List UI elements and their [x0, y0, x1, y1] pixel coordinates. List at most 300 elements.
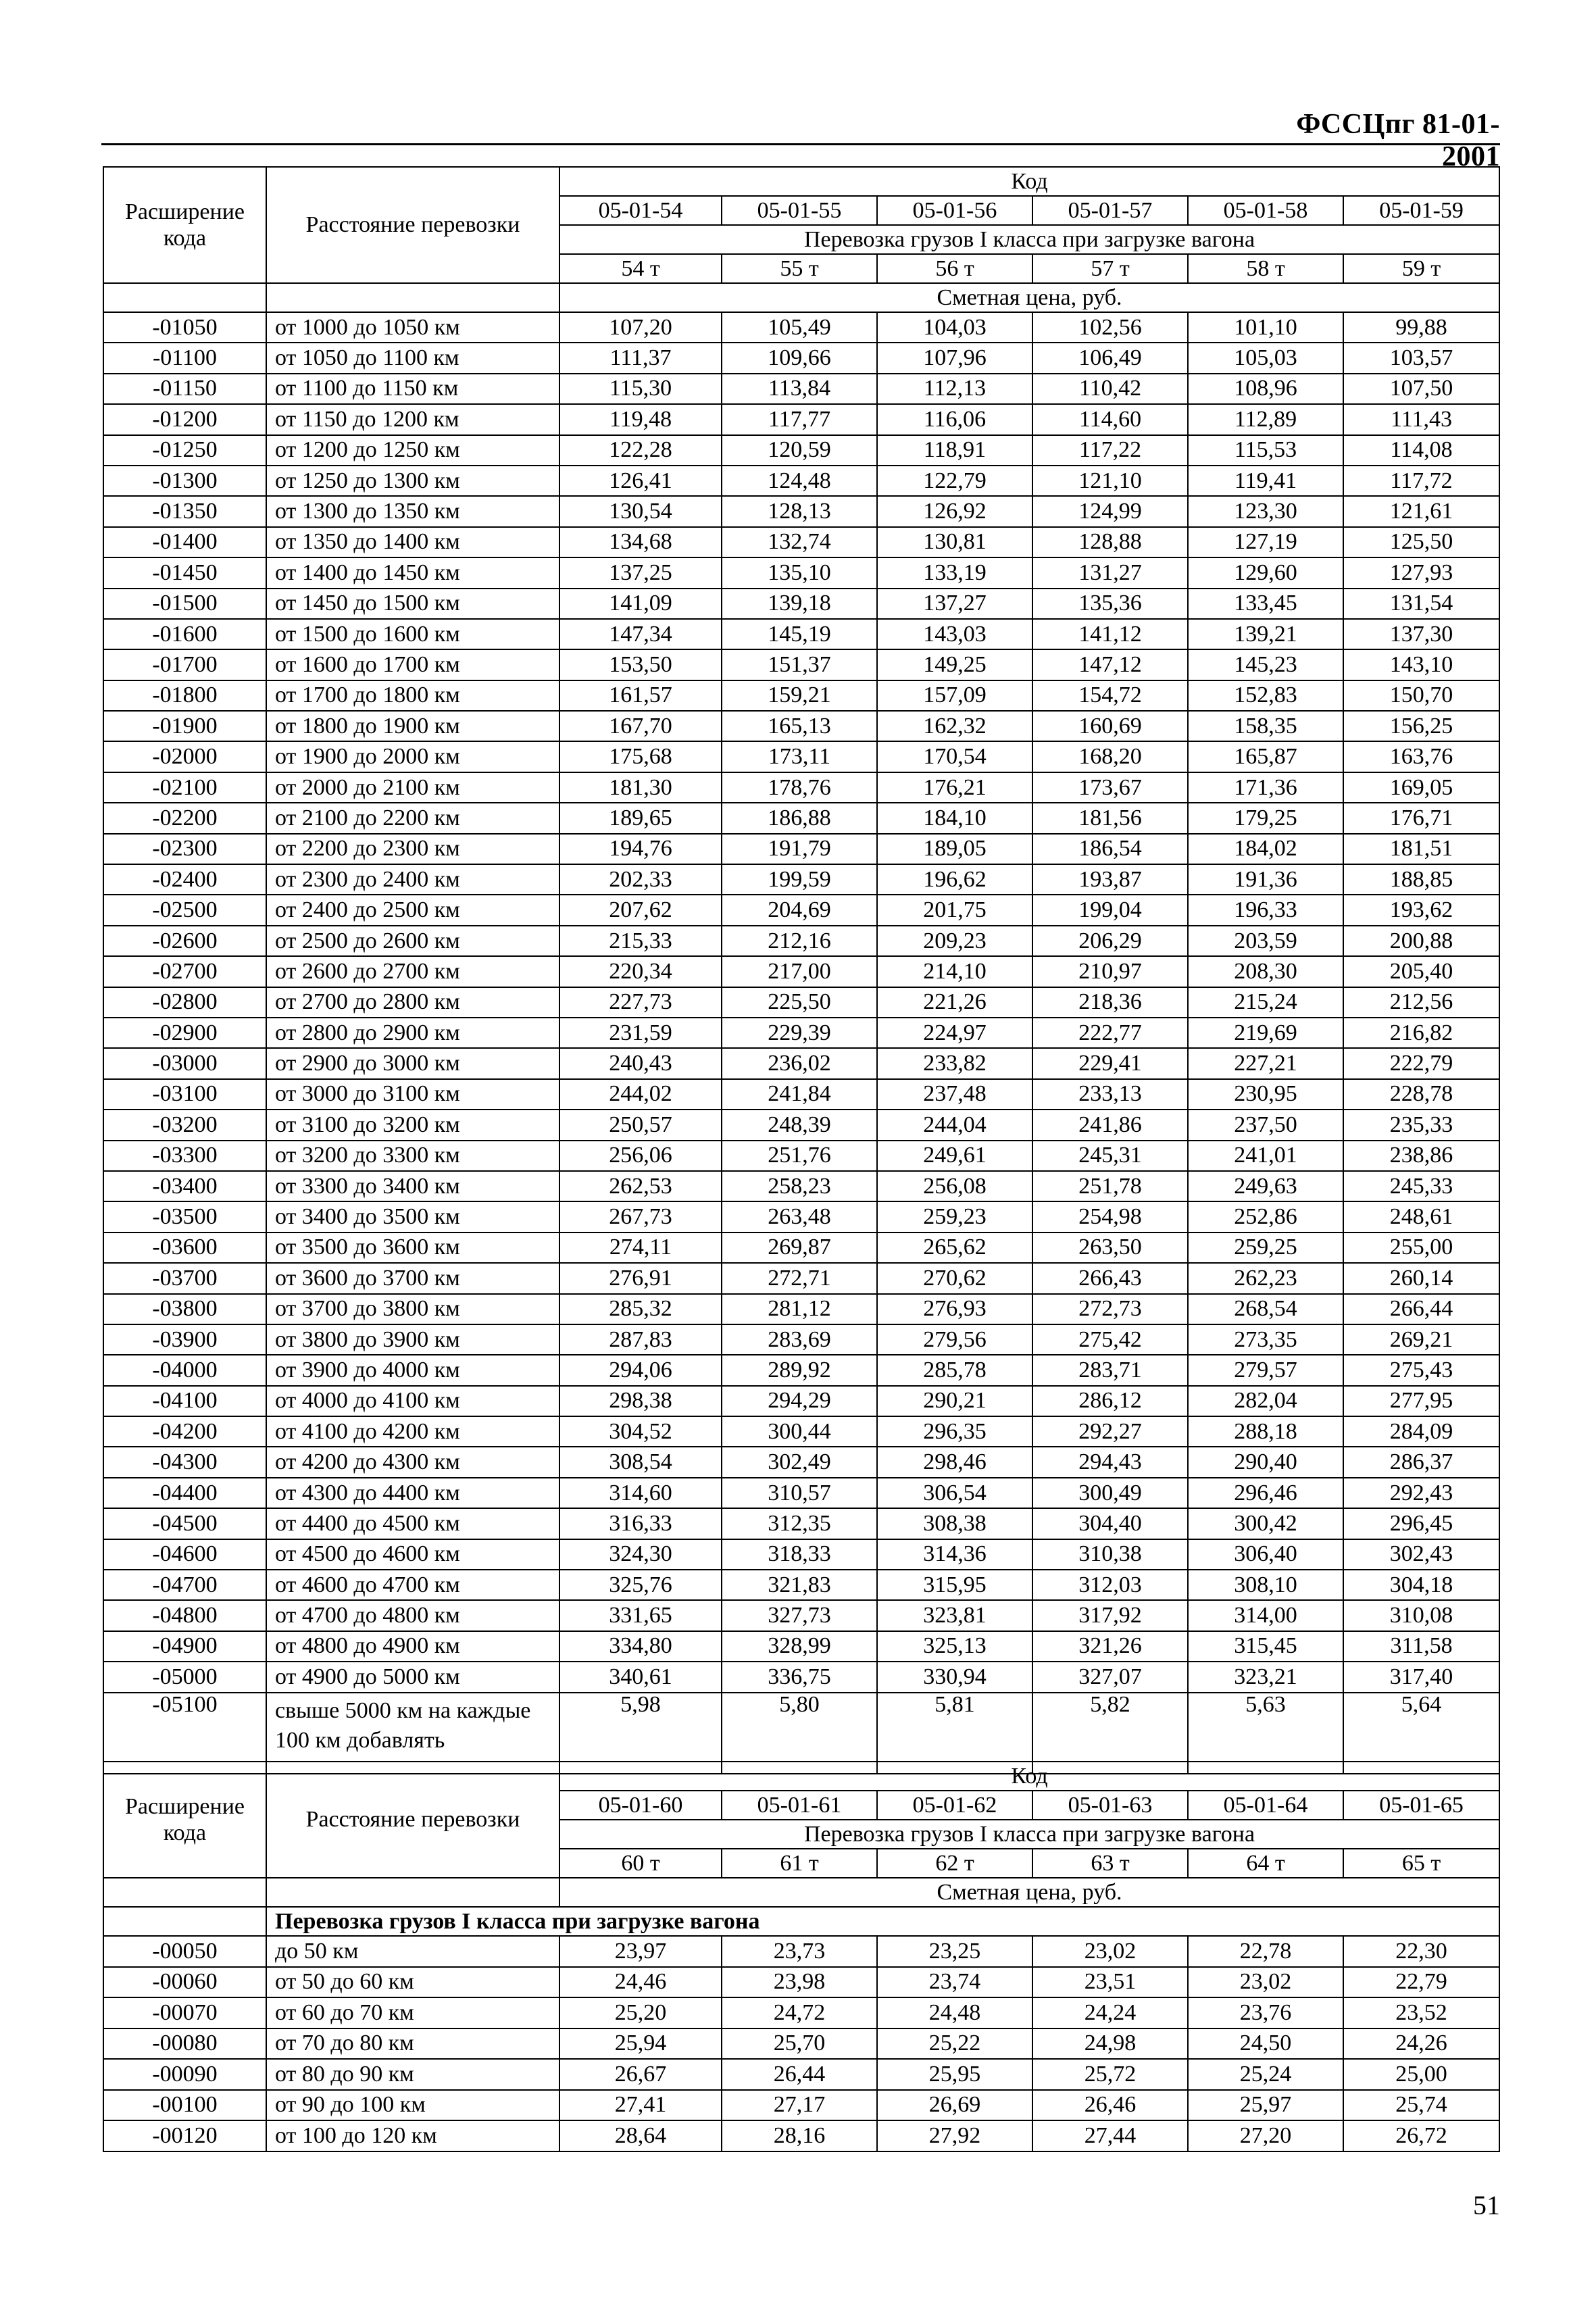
price-cell: 26,44	[722, 2059, 877, 2090]
price-cell: 317,92	[1032, 1600, 1188, 1631]
table-row	[103, 1233, 1499, 1263]
price-cell: 25,95	[877, 2059, 1032, 2090]
price-cell: 289,92	[722, 1355, 877, 1385]
code-extension-cell: -02000	[103, 741, 266, 772]
price-cell: 104,03	[877, 312, 1032, 343]
distance-cell: от 4900 до 5000 км	[266, 1662, 559, 1692]
code-column-header: 05-01-56	[877, 196, 1032, 225]
price-cell: 275,42	[1032, 1324, 1188, 1355]
price-cell: 209,23	[877, 926, 1032, 956]
price-cell: 109,66	[722, 343, 877, 373]
distance-cell: от 2800 до 2900 км	[266, 1018, 559, 1048]
price-cell: 296,35	[877, 1416, 1032, 1447]
code-extension-cell: -04100	[103, 1386, 266, 1416]
price-cell: 324,30	[559, 1539, 722, 1570]
table-row	[103, 1018, 1499, 1048]
price-cell: 258,23	[722, 1171, 877, 1201]
distance-cell: от 100 до 120 км	[266, 2120, 559, 2151]
price-cell: 193,87	[1032, 864, 1188, 895]
table-row	[103, 1997, 1499, 2028]
ext-code-header: Расширение кода	[103, 1762, 266, 1878]
price-cell: 267,73	[559, 1201, 722, 1232]
table-row	[103, 680, 1499, 711]
price-cell: 22,78	[1188, 1936, 1343, 1967]
table-row	[103, 2059, 1499, 2090]
price-cell: 145,19	[722, 619, 877, 649]
distance-cell: от 4100 до 4200 км	[266, 1416, 559, 1447]
price-cell: 225,50	[722, 987, 877, 1018]
price-cell: 23,74	[877, 1967, 1032, 1998]
section-row	[103, 1907, 1499, 1936]
price-cell: 123,30	[1188, 496, 1343, 526]
price-cell: 117,77	[722, 404, 877, 434]
price-cell: 286,12	[1032, 1386, 1188, 1416]
price-cell: 175,68	[559, 741, 722, 772]
table-row	[103, 1294, 1499, 1324]
code-extension-cell: -04000	[103, 1355, 266, 1385]
price-cell: 107,20	[559, 312, 722, 343]
price-cell: 103,57	[1343, 343, 1499, 373]
price-cell: 227,73	[559, 987, 722, 1018]
price-cell: 179,25	[1188, 803, 1343, 833]
price-cell: 259,25	[1188, 1233, 1343, 1263]
code-extension-cell: -02100	[103, 772, 266, 803]
price-cell: 276,93	[877, 1294, 1032, 1324]
price-cell: 327,07	[1032, 1662, 1188, 1692]
table-row	[103, 1508, 1499, 1539]
distance-cell: от 1450 до 1500 км	[266, 589, 559, 619]
code-column-header: 05-01-55	[722, 196, 877, 225]
table-row	[103, 1631, 1499, 1662]
price-cell: 251,78	[1032, 1171, 1188, 1201]
distance-cell: от 1250 до 1300 км	[266, 466, 559, 496]
price-cell: 244,04	[877, 1110, 1032, 1140]
price-cell: 325,13	[877, 1631, 1032, 1662]
price-cell: 105,03	[1188, 343, 1343, 373]
price-cell: 25,72	[1032, 2059, 1188, 2090]
price-cell: 23,25	[877, 1936, 1032, 1967]
table-row	[103, 711, 1499, 741]
price-cell: 127,93	[1343, 557, 1499, 588]
price-cell: 217,00	[722, 956, 877, 987]
distance-cell: от 1700 до 1800 км	[266, 680, 559, 711]
price-cell: 128,88	[1032, 527, 1188, 557]
price-cell: 300,44	[722, 1416, 877, 1447]
distance-cell: от 4500 до 4600 км	[266, 1539, 559, 1570]
distance-cell: от 3400 до 3500 км	[266, 1201, 559, 1232]
price-cell: 135,10	[722, 557, 877, 588]
table-row	[103, 649, 1499, 680]
price-cell: 23,51	[1032, 1967, 1188, 1998]
distance-cell: от 2700 до 2800 км	[266, 987, 559, 1018]
price-cell: 121,10	[1032, 466, 1188, 496]
price-cell: 141,09	[559, 589, 722, 619]
price-cell: 314,00	[1188, 1600, 1343, 1631]
table-row	[103, 834, 1499, 864]
price-cell: 298,46	[877, 1447, 1032, 1477]
price-cell: 26,72	[1343, 2120, 1499, 2151]
price-cell: 25,20	[559, 1997, 722, 2028]
distance-cell: от 2500 до 2600 км	[266, 926, 559, 956]
distance-cell: от 3900 до 4000 км	[266, 1355, 559, 1385]
price-cell: 330,94	[877, 1662, 1032, 1692]
distance-cell: от 1400 до 1450 км	[266, 557, 559, 588]
code-extension-cell: -01150	[103, 374, 266, 404]
table-row	[103, 404, 1499, 434]
price-cell: 161,57	[559, 680, 722, 711]
price-cell: 24,26	[1343, 2028, 1499, 2060]
price-cell: 294,06	[559, 1355, 722, 1385]
price-cell: 24,24	[1032, 1997, 1188, 2028]
price-cell: 27,44	[1032, 2120, 1188, 2151]
price-cell: 287,83	[559, 1324, 722, 1355]
table-row	[103, 619, 1499, 649]
distance-cell: от 2400 до 2500 км	[266, 895, 559, 925]
code-extension-cell: -03700	[103, 1263, 266, 1293]
code-extension-cell: -00050	[103, 1936, 266, 1967]
code-extension-cell: -02600	[103, 926, 266, 956]
price-cell: 5,80	[722, 1693, 877, 1774]
price-cell: 233,13	[1032, 1079, 1188, 1110]
price-table-2	[103, 1761, 1500, 2152]
price-cell: 318,33	[722, 1539, 877, 1570]
price-cell: 165,13	[722, 711, 877, 741]
price-cell: 215,33	[559, 926, 722, 956]
price-cell: 206,29	[1032, 926, 1188, 956]
code-extension-cell: -02800	[103, 987, 266, 1018]
price-cell: 288,18	[1188, 1416, 1343, 1447]
price-cell: 189,65	[559, 803, 722, 833]
price-cell: 137,30	[1343, 619, 1499, 649]
price-cell: 143,10	[1343, 649, 1499, 680]
price-cell: 317,40	[1343, 1662, 1499, 1692]
price-cell: 5,82	[1032, 1693, 1188, 1774]
price-cell: 171,36	[1188, 772, 1343, 803]
price-cell: 233,82	[877, 1048, 1032, 1078]
distance-cell: от 4800 до 4900 км	[266, 1631, 559, 1662]
price-cell: 112,89	[1188, 404, 1343, 434]
price-cell: 207,62	[559, 895, 722, 925]
price-table-1	[103, 166, 1500, 1774]
price-cell: 263,48	[722, 1201, 877, 1232]
price-cell: 23,02	[1032, 1936, 1188, 1967]
price-cell: 259,23	[877, 1201, 1032, 1232]
price-cell: 263,50	[1032, 1233, 1188, 1263]
distance-cell: свыше 5000 км на каждые 100 км добавлять	[266, 1693, 559, 1774]
section-title: Перевозка грузов I класса при загрузке вагона	[266, 1907, 1499, 1936]
price-cell: 26,67	[559, 2059, 722, 2090]
price-cell: 115,53	[1188, 435, 1343, 466]
price-cell: 157,09	[877, 680, 1032, 711]
price-cell: 137,25	[559, 557, 722, 588]
price-cell: 285,32	[559, 1294, 722, 1324]
table-row	[103, 1048, 1499, 1078]
price-cell: 165,87	[1188, 741, 1343, 772]
distance-cell: от 70 до 80 км	[266, 2028, 559, 2060]
price-cell: 184,02	[1188, 834, 1343, 864]
price-cell: 5,64	[1343, 1693, 1499, 1774]
price-cell: 115,30	[559, 374, 722, 404]
price-cell: 117,72	[1343, 466, 1499, 496]
price-cell: 128,13	[722, 496, 877, 526]
code-extension-cell: -03400	[103, 1171, 266, 1201]
empty-cell	[266, 283, 559, 312]
load-column-header: 58 т	[1188, 254, 1343, 283]
empty-cell	[103, 283, 266, 312]
price-cell: 265,62	[877, 1233, 1032, 1263]
table-row	[103, 803, 1499, 833]
table-row	[103, 435, 1499, 466]
distance-cell: от 3800 до 3900 км	[266, 1324, 559, 1355]
price-cell: 294,43	[1032, 1447, 1188, 1477]
price-cell: 210,97	[1032, 956, 1188, 987]
price-cell: 331,65	[559, 1600, 722, 1631]
price-cell: 162,32	[877, 711, 1032, 741]
distance-cell: от 2300 до 2400 км	[266, 864, 559, 895]
code-extension-cell: -02700	[103, 956, 266, 987]
price-cell: 133,19	[877, 557, 1032, 588]
price-cell: 306,40	[1188, 1539, 1343, 1570]
distance-header: Расстояние перевозки	[266, 1762, 559, 1878]
code-extension-cell: -00070	[103, 1997, 266, 2028]
price-cell: 310,08	[1343, 1600, 1499, 1631]
price-cell: 306,54	[877, 1478, 1032, 1508]
code-extension-cell: -03100	[103, 1079, 266, 1110]
price-cell: 199,59	[722, 864, 877, 895]
distance-cell: от 3500 до 3600 км	[266, 1233, 559, 1263]
distance-cell: от 50 до 60 км	[266, 1967, 559, 1998]
price-cell: 139,18	[722, 589, 877, 619]
price-cell: 340,61	[559, 1662, 722, 1692]
price-cell: 228,78	[1343, 1079, 1499, 1110]
price-cell: 27,17	[722, 2090, 877, 2121]
table-row	[103, 741, 1499, 772]
table-row	[103, 895, 1499, 925]
price-cell: 126,41	[559, 466, 722, 496]
price-header: Сметная цена, руб.	[559, 1878, 1499, 1907]
price-cell: 219,69	[1188, 1018, 1343, 1048]
distance-cell: от 2900 до 3000 км	[266, 1048, 559, 1078]
price-cell: 241,84	[722, 1079, 877, 1110]
code-extension-cell: -01400	[103, 527, 266, 557]
price-cell: 314,36	[877, 1539, 1032, 1570]
table-row	[103, 312, 1499, 343]
price-cell: 108,96	[1188, 374, 1343, 404]
price-cell: 173,11	[722, 741, 877, 772]
price-cell: 159,21	[722, 680, 877, 711]
price-cell: 24,46	[559, 1967, 722, 1998]
price-cell: 311,58	[1343, 1631, 1499, 1662]
table-row	[103, 2090, 1499, 2121]
price-cell: 122,28	[559, 435, 722, 466]
table-row	[103, 374, 1499, 404]
table-row	[103, 2028, 1499, 2060]
table-row	[103, 1324, 1499, 1355]
price-cell: 283,69	[722, 1324, 877, 1355]
code-extension-cell: -01050	[103, 312, 266, 343]
price-cell: 131,54	[1343, 589, 1499, 619]
price-cell: 25,00	[1343, 2059, 1499, 2090]
price-cell: 5,63	[1188, 1693, 1343, 1774]
cargo-header: Перевозка грузов I класса при загрузке вагона	[559, 225, 1499, 254]
price-cell: 292,43	[1343, 1478, 1499, 1508]
price-cell: 153,50	[559, 649, 722, 680]
load-column-header: 61 т	[722, 1849, 877, 1878]
price-cell: 196,62	[877, 864, 1032, 895]
price-cell: 255,00	[1343, 1233, 1499, 1263]
price-cell: 221,26	[877, 987, 1032, 1018]
table-row	[103, 1447, 1499, 1477]
price-cell: 194,76	[559, 834, 722, 864]
price-cell: 230,95	[1188, 1079, 1343, 1110]
code-column-header: 05-01-64	[1188, 1791, 1343, 1820]
price-cell: 199,04	[1032, 895, 1188, 925]
price-cell: 312,03	[1032, 1570, 1188, 1600]
price-cell: 290,21	[877, 1386, 1032, 1416]
price-cell: 302,43	[1343, 1539, 1499, 1570]
price-cell: 237,48	[877, 1079, 1032, 1110]
price-cell: 101,10	[1188, 312, 1343, 343]
load-column-header: 57 т	[1032, 254, 1188, 283]
price-cell: 23,02	[1188, 1967, 1343, 1998]
code-extension-cell: -02500	[103, 895, 266, 925]
price-cell: 178,76	[722, 772, 877, 803]
code-extension-cell: -04500	[103, 1508, 266, 1539]
code-header: Код	[559, 167, 1499, 196]
price-cell: 134,68	[559, 527, 722, 557]
price-cell: 250,57	[559, 1110, 722, 1140]
price-cell: 102,56	[1032, 312, 1188, 343]
distance-cell: от 60 до 70 км	[266, 1997, 559, 2028]
price-cell: 240,43	[559, 1048, 722, 1078]
price-cell: 304,52	[559, 1416, 722, 1447]
price-cell: 143,03	[877, 619, 1032, 649]
table-row	[103, 956, 1499, 987]
price-cell: 25,94	[559, 2028, 722, 2060]
price-cell: 229,41	[1032, 1048, 1188, 1078]
code-extension-cell: -01700	[103, 649, 266, 680]
price-cell: 302,49	[722, 1447, 877, 1477]
code-extension-cell: -04300	[103, 1447, 266, 1477]
price-cell: 269,21	[1343, 1324, 1499, 1355]
price-cell: 118,91	[877, 435, 1032, 466]
distance-cell: от 4400 до 4500 км	[266, 1508, 559, 1539]
price-cell: 151,37	[722, 649, 877, 680]
price-cell: 208,30	[1188, 956, 1343, 987]
price-cell: 26,69	[877, 2090, 1032, 2121]
distance-cell: от 3300 до 3400 км	[266, 1171, 559, 1201]
table-row	[103, 1355, 1499, 1385]
price-cell: 139,21	[1188, 619, 1343, 649]
code-column-header: 05-01-54	[559, 196, 722, 225]
price-cell: 186,88	[722, 803, 877, 833]
price-cell: 229,39	[722, 1018, 877, 1048]
distance-cell: от 3100 до 3200 км	[266, 1110, 559, 1140]
code-column-header: 05-01-63	[1032, 1791, 1188, 1820]
price-cell: 296,46	[1188, 1478, 1343, 1508]
code-extension-cell: -00060	[103, 1967, 266, 1998]
price-cell: 150,70	[1343, 680, 1499, 711]
price-cell: 256,06	[559, 1141, 722, 1171]
distance-cell: от 3000 до 3100 км	[266, 1079, 559, 1110]
price-cell: 222,77	[1032, 1018, 1188, 1048]
code-extension-cell: -05100	[103, 1693, 266, 1774]
price-cell: 294,29	[722, 1386, 877, 1416]
price-cell: 181,51	[1343, 834, 1499, 864]
price-cell: 25,97	[1188, 2090, 1343, 2121]
price-cell: 23,52	[1343, 1997, 1499, 2028]
price-cell: 25,70	[722, 2028, 877, 2060]
code-extension-cell: -02900	[103, 1018, 266, 1048]
load-column-header: 60 т	[559, 1849, 722, 1878]
table-row	[103, 1171, 1499, 1201]
price-cell: 252,86	[1188, 1201, 1343, 1232]
table-row	[103, 1079, 1499, 1110]
price-cell: 184,10	[877, 803, 1032, 833]
price-cell: 241,01	[1188, 1141, 1343, 1171]
code-extension-cell: -04400	[103, 1478, 266, 1508]
load-column-header: 65 т	[1343, 1849, 1499, 1878]
table-row	[103, 987, 1499, 1018]
price-cell: 203,59	[1188, 926, 1343, 956]
price-cell: 176,21	[877, 772, 1032, 803]
code-extension-cell: -01900	[103, 711, 266, 741]
table-row	[103, 1141, 1499, 1171]
price-cell: 316,33	[559, 1508, 722, 1539]
table-row	[103, 1936, 1499, 1967]
price-cell: 130,81	[877, 527, 1032, 557]
price-cell: 334,80	[559, 1631, 722, 1662]
price-cell: 130,54	[559, 496, 722, 526]
price-cell: 279,57	[1188, 1355, 1343, 1385]
distance-cell: от 2600 до 2700 км	[266, 956, 559, 987]
price-cell: 27,92	[877, 2120, 1032, 2151]
table-row	[103, 2120, 1499, 2151]
price-cell: 116,06	[877, 404, 1032, 434]
price-cell: 245,33	[1343, 1171, 1499, 1201]
price-cell: 196,33	[1188, 895, 1343, 925]
price-cell: 321,83	[722, 1570, 877, 1600]
price-cell: 236,02	[722, 1048, 877, 1078]
price-cell: 189,05	[877, 834, 1032, 864]
price-cell: 218,36	[1032, 987, 1188, 1018]
price-cell: 107,50	[1343, 374, 1499, 404]
price-cell: 105,49	[722, 312, 877, 343]
price-cell: 127,19	[1188, 527, 1343, 557]
distance-cell: от 2100 до 2200 км	[266, 803, 559, 833]
price-cell: 125,50	[1343, 527, 1499, 557]
price-cell: 23,73	[722, 1936, 877, 1967]
price-cell: 204,69	[722, 895, 877, 925]
code-extension-cell: -04900	[103, 1631, 266, 1662]
price-cell: 231,59	[559, 1018, 722, 1048]
header-divider	[101, 143, 1500, 145]
distance-cell: от 4200 до 4300 км	[266, 1447, 559, 1477]
table-row	[103, 1539, 1499, 1570]
code-extension-cell: -03600	[103, 1233, 266, 1263]
price-cell: 131,27	[1032, 557, 1188, 588]
price-cell: 286,37	[1343, 1447, 1499, 1477]
price-cell: 181,30	[559, 772, 722, 803]
table-row	[103, 589, 1499, 619]
distance-cell: от 4300 до 4400 км	[266, 1478, 559, 1508]
price-cell: 126,92	[877, 496, 1032, 526]
table-row	[103, 343, 1499, 373]
price-cell: 154,72	[1032, 680, 1188, 711]
price-cell: 336,75	[722, 1662, 877, 1692]
header-row-code	[103, 167, 1499, 196]
price-cell: 273,35	[1188, 1324, 1343, 1355]
